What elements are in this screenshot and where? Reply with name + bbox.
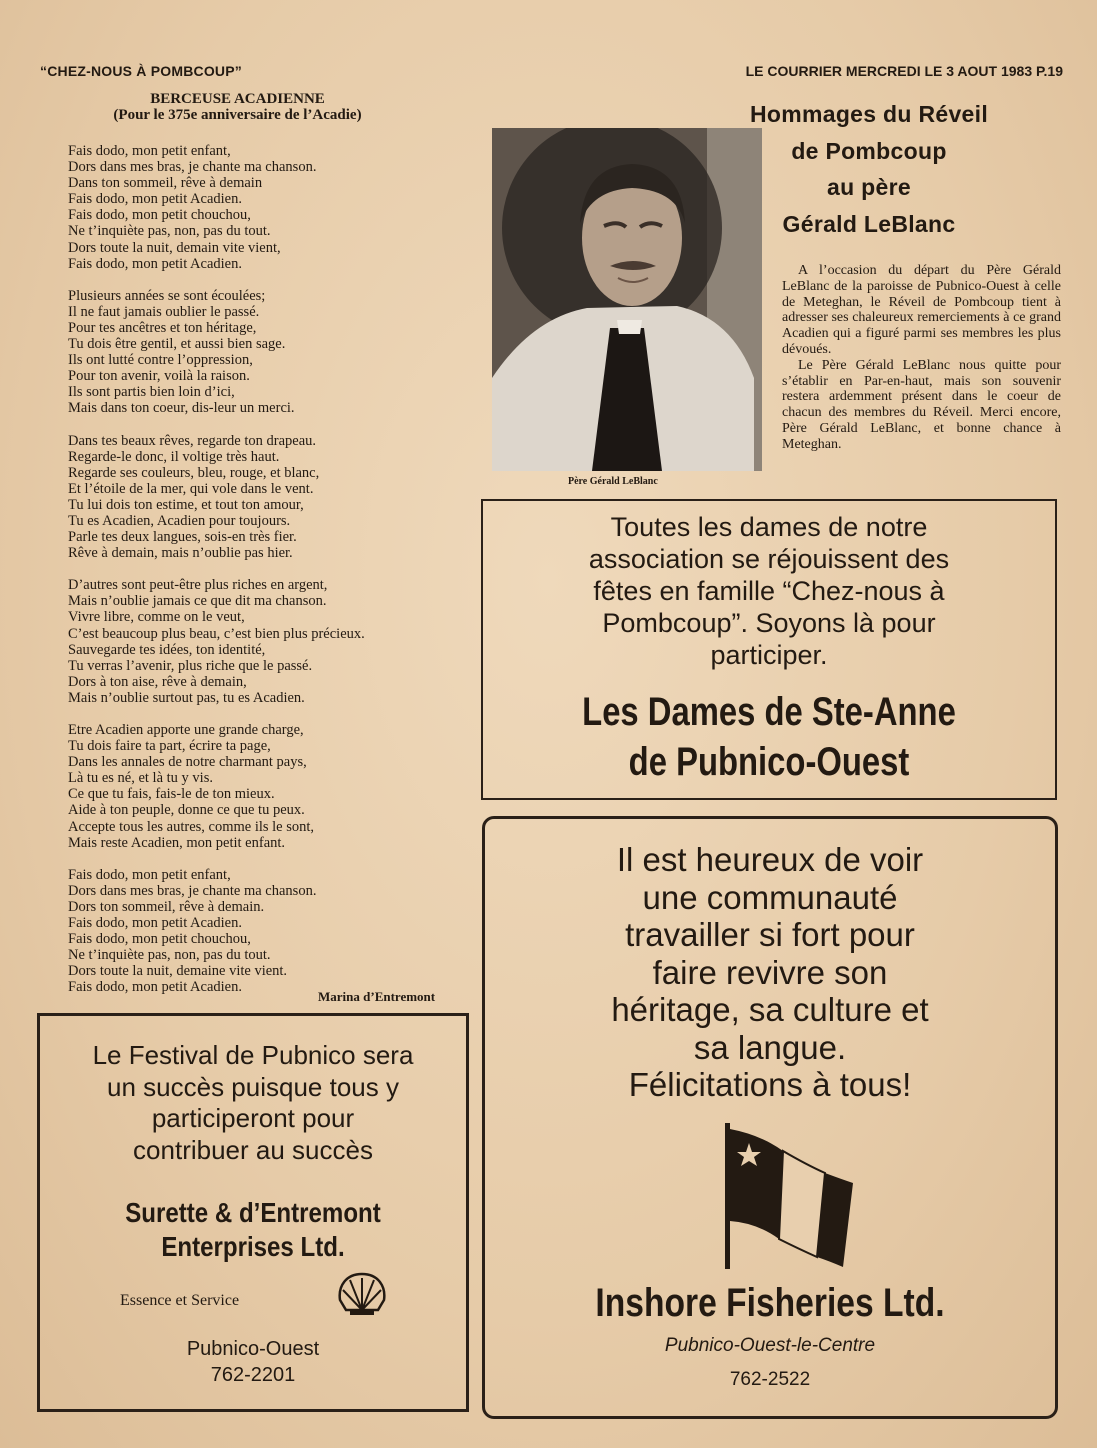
- ad-inshore-fisheries: [482, 816, 1058, 1419]
- poem-stanza: [68, 867, 458, 996]
- poem-line: Tu dois être gentil, et aussi bien sage.: [68, 336, 286, 353]
- poem-stanza: [68, 143, 458, 272]
- poem-line: Dors dans mes bras, je chante ma chanson.: [68, 159, 317, 176]
- ad-dames-ste-anne: [481, 499, 1057, 800]
- poem-title: BERCEUSE ACADIENNE: [150, 91, 325, 107]
- poem-line: Accepte tous les autres, comme ils le sont,: [68, 818, 315, 835]
- poem-line: Dans les annales de notre charmant pays,: [68, 754, 307, 771]
- ad-message-line: Pombcoup”. Soyons là pour: [602, 608, 936, 638]
- hommage-article: [782, 263, 1061, 453]
- poem-line: Là tu es né, et là tu y vis.: [68, 770, 213, 787]
- poem-line: Tu es Acadien, Acadien pour toujours.: [68, 512, 291, 529]
- running-header-date-page: LE COURRIER MERCREDI LE 3 AOUT 1983 P.19: [745, 63, 1063, 79]
- poem-line: Dors à ton aise, rêve à demain,: [68, 673, 247, 690]
- poem-body: [68, 143, 458, 1012]
- poem-line: Regarde ses couleurs, bleu, rouge, et blanc,: [68, 464, 320, 481]
- poem-line: Fais dodo, mon petit Acadien.: [68, 979, 242, 996]
- poem-line: Vivre libre, comme on le veut,: [68, 609, 245, 626]
- hommage-title-line: Gérald LeBlanc: [782, 210, 956, 237]
- poem-line: Il ne faut jamais oublier le passé.: [68, 303, 260, 320]
- poem-stanza: [68, 722, 458, 851]
- ad-message: [485, 841, 1055, 1104]
- ad-message-line: Le Festival de Pubnico sera: [92, 1040, 414, 1070]
- poem-line: Tu lui dois ton estime, et tout ton amour,: [68, 496, 304, 513]
- poem-line: Dors dans mes bras, je chante ma chanson.: [68, 882, 317, 899]
- poem-line: Mais dans ton coeur, dis-leur un merci.: [68, 400, 295, 417]
- ad-message-line: contribuer au succès: [133, 1134, 373, 1165]
- poem-line: Fais dodo, mon petit enfant,: [68, 866, 231, 883]
- poem-line: Tu dois faire ta part, écrire ta page,: [68, 738, 271, 755]
- ad-message-line: Toutes les dames de notre: [610, 512, 928, 542]
- poem-line: Ce que tu fais, fais-le de ton mieux.: [68, 786, 275, 803]
- ad-place: Pubnico-Ouest-le-Centre: [664, 1335, 876, 1356]
- ad-organization: [70, 1196, 436, 1264]
- poem-line: Mais n’oublie jamais ce que dit ma chanson.: [68, 593, 327, 610]
- poem-line: Etre Acadien apporte une grande charge,: [68, 722, 304, 738]
- ad-message-line: participer.: [710, 640, 828, 670]
- ad-message-line: faire revivre son: [652, 953, 888, 991]
- ad-phone: 762-2201: [210, 1364, 296, 1386]
- ad-message-line: une communauté: [642, 878, 898, 916]
- article-paragraph: Le Père Gérald LeBlanc nous quitte pour s’établir en Par-en-haut, mais son souvenir restera ardemment présent dans le coeur de chacun des membres du Réveil. Merci encore, Père Gérald LeBlanc, et bonne chance à Meteghan.: [782, 357, 1061, 452]
- poem-line: Mais n’oublie surtout pas, tu es Acadien.: [68, 689, 305, 706]
- poem-line: Dans ton sommeil, rêve à demain: [68, 175, 263, 192]
- poem-line: Ne t’inquiète pas, non, pas du tout.: [68, 223, 271, 240]
- poem-line: C’est beaucoup plus beau, c’est bien plus précieux.: [68, 625, 365, 642]
- poem-line: Fais dodo, mon petit Acadien.: [68, 915, 242, 932]
- poem-line: Fais dodo, mon petit chouchou,: [68, 207, 251, 224]
- ad-org-line: Surette & d’Entremont: [125, 1197, 381, 1228]
- hommage-title-line: au père: [827, 174, 911, 200]
- poem-line: Fais dodo, mon petit enfant,: [68, 143, 231, 159]
- ad-place: Pubnico-Ouest: [186, 1338, 320, 1360]
- ad-message-line: Félicitations à tous!: [628, 1066, 912, 1103]
- hommage-title-line: de Pombcoup: [791, 137, 947, 164]
- ad-message-line: un succès puisque tous y: [107, 1071, 399, 1102]
- poem-heading: [40, 91, 435, 123]
- poem-line: D’autres sont peut-être plus riches en argent,: [68, 577, 328, 594]
- hommage-title-line: Hommages du Réveil: [749, 101, 989, 127]
- poem-line: Mais reste Acadien, mon petit enfant.: [68, 834, 286, 851]
- acadian-flag-icon: [721, 1121, 861, 1271]
- ad-message: [483, 511, 1055, 671]
- shell-logo-icon: [336, 1270, 388, 1318]
- poem-line: Parle tes deux langues, sois-en très fier.: [68, 529, 297, 546]
- ad-service-text: Essence et Service: [120, 1292, 240, 1309]
- poem-line: Dors toute la nuit, demaine vite vient.: [68, 963, 288, 980]
- poem-stanza: [68, 577, 458, 706]
- poem-line: Rêve à demain, mais n’oublie pas hier.: [68, 545, 293, 562]
- hommage-headline: [694, 96, 1044, 242]
- ad-message: [40, 1040, 466, 1166]
- ad-message-line: participeront pour: [151, 1103, 355, 1133]
- poem-line: Fais dodo, mon petit Acadien.: [68, 191, 242, 208]
- poem-line: Aide à ton peuple, donne ce que tu peux.: [68, 802, 305, 819]
- ad-location: [40, 1336, 466, 1388]
- ad-organization: [534, 687, 1003, 787]
- ad-message-line: travailler si fort pour: [625, 916, 915, 953]
- poem-line: Ils sont partis bien loin d’ici,: [68, 384, 235, 401]
- ad-message-line: héritage, sa culture et: [611, 991, 929, 1028]
- poem-line: Sauvegarde tes idées, ton identité,: [68, 641, 266, 658]
- running-header-title: “CHEZ-NOUS À POMBCOUP”: [40, 63, 242, 79]
- poem-subtitle: (Pour le 375e anniversaire de l’Acadie): [113, 107, 362, 123]
- poem-line: Et l’étoile de la mer, qui vole dans le vent.: [68, 480, 314, 497]
- poem-stanza: [68, 288, 458, 417]
- ad-org-line: de Pubnico-Ouest: [628, 740, 910, 784]
- poem-author: Marina d’Entremont: [318, 989, 436, 1004]
- poem-line: Dors toute la nuit, demain vite vient,: [68, 239, 281, 256]
- ad-message-line: sa langue.: [693, 1028, 847, 1066]
- poem-line: Dors ton sommeil, rêve à demain.: [68, 898, 265, 915]
- poem-line: Fais dodo, mon petit chouchou,: [68, 931, 251, 948]
- ad-message-line: Il est heureux de voir: [616, 841, 924, 878]
- poem-line: Regarde-le donc, il voltige très haut.: [68, 448, 280, 465]
- poem-line: Tu verras l’avenir, plus riche que le passé.: [68, 657, 313, 674]
- poem-line: Dans tes beaux rêves, regarde ton drapeau.: [68, 432, 317, 449]
- poem-line: Pour ton avenir, voilà la raison.: [68, 368, 250, 385]
- article-paragraph: A l’occasion du départ du Père Gérald LeBlanc de la paroisse de Pubnico-Ouest à celle de Meteghan, le Réveil de Pombcoup tient à adresser ses chaleureux remerciements à ce grand Acadien qui a figuré parmi ses membres les plus dévoués.: [782, 263, 1061, 357]
- ad-org-line: Enterprises Ltd.: [161, 1231, 345, 1262]
- ad-org-line: Les Dames de Ste-Anne: [582, 690, 956, 734]
- ad-surette-entremont: [37, 1013, 469, 1412]
- poem-line: Pour tes ancêtres et ton héritage,: [68, 319, 257, 336]
- poem-line: Ne t’inquiète pas, non, pas du tout.: [68, 947, 271, 964]
- poem-line: Fais dodo, mon petit Acadien.: [68, 255, 242, 272]
- ad-message-line: fêtes en famille “Chez-nous à: [593, 576, 945, 606]
- ad-phone: 762-2522: [729, 1369, 811, 1390]
- poem-line: Plusieurs années se sont écoulées;: [68, 287, 266, 304]
- photo-caption: Père Gérald LeBlanc: [568, 476, 658, 487]
- poem-stanza: [68, 433, 458, 562]
- poem-line: Ils ont lutté contre l’oppression,: [68, 352, 253, 369]
- ad-message-line: association se réjouissent des: [588, 544, 950, 574]
- ad-organization: Inshore Fisheries Ltd.: [595, 1281, 945, 1325]
